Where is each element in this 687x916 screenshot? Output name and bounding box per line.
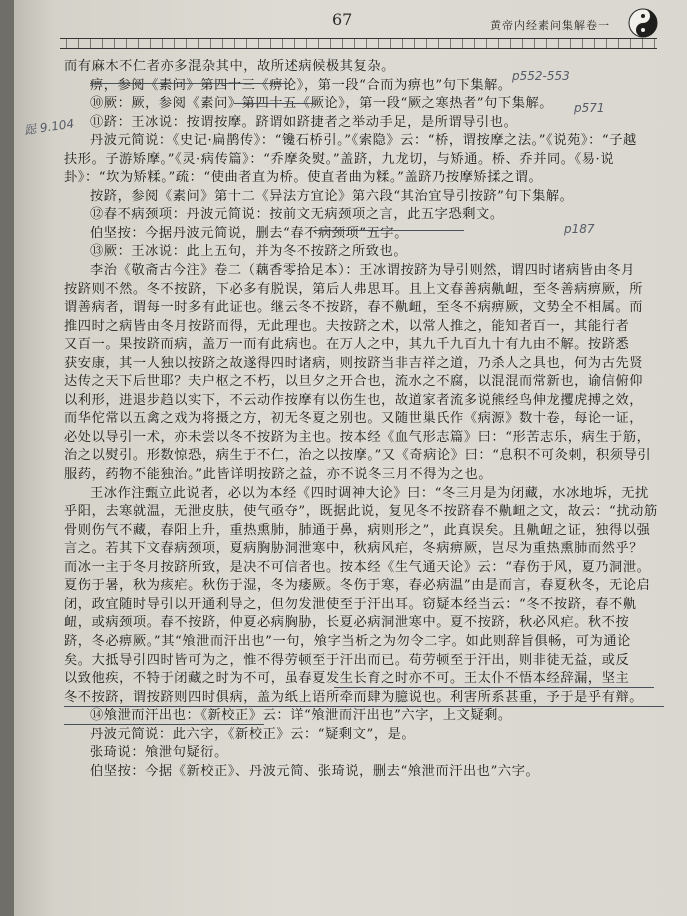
running-title: 黄帝内经素问集解卷一 xyxy=(490,19,610,32)
text-line: 冬不按跻，谓按跻则四时俱病，盖为纸上语所牵而肆为臆说也。利害所系甚重，予于是乎有辩。 xyxy=(64,689,644,705)
text-line: ⑫春不病颈项：丹波元简说：按前文无病颈项之言，此五字恐剩文。 xyxy=(90,207,504,223)
text-line: 夏伤于暑，秋为痎疟。秋伤于湿，冬为痿厥。冬伤于寒，春必病温”由是而言，春夏秋冬，无论启 xyxy=(64,578,651,594)
handwritten-note: 跽 9.104 xyxy=(23,116,75,138)
underline-mark xyxy=(90,83,290,84)
underline-mark xyxy=(334,687,654,688)
text-line: 李治《敬斋古今注》卷二（藕香零拾足本）：王冰谓按跻为导引则然，谓四时诸病皆由冬月 xyxy=(90,263,635,279)
underline-mark xyxy=(64,724,264,725)
text-line: 扶形。子游矫摩。”《灵·病传篇》：“乔摩灸熨。”盖跻，九龙切，与矫通。桥、乔并同。《易·说 xyxy=(64,151,615,167)
text-line: 闭，政宜随时导引以开通利导之，但勿发泄使至于汗出耳。窃疑本经当云：“冬不按跻，春不鼽 xyxy=(64,596,637,612)
text-line: 以利形，进退步趋以实下，不云动作按摩有以伤生也，故道家者流多说熊经鸟伸龙攫虎搏之效， xyxy=(64,392,644,408)
text-line: 痹，参阅《素问》第四十三《痹论》，第一段“合而为痹也”句下集解。 xyxy=(90,77,512,93)
text-line: ⑭飧泄而汗出也：《新校正》云：详“飧泄而汗出也”六字，上文疑剩。 xyxy=(90,708,512,724)
text-line: 而华佗常以五禽之戏为将摄之方，初无冬夏之别也。又随世巢氏作《病源》数十卷，每论一证， xyxy=(64,411,644,427)
yin-yang-icon xyxy=(628,8,658,38)
text-line: ⑬厥：王冰说：此上五句，并为冬不按跻之所致也。 xyxy=(90,244,408,260)
underline-mark xyxy=(64,706,664,707)
text-line: 丹波元简说：此六字，《新校正》云：“疑剩文”，是。 xyxy=(90,726,416,742)
handwritten-note: p552-553 xyxy=(512,69,570,83)
text-line: 伯坚按：今据《新校正》、丹波元简、张琦说，删去“飧泄而汗出也”六字。 xyxy=(90,763,540,779)
text-line: ⑪跻：王冰说：按谓按摩。跻谓如跻捷者之举动手足，是所谓导引也。 xyxy=(90,114,518,130)
text-line: 乎阳，去寒就温，无泄皮肤，使气亟夺”，既据此说，复见冬不按跻春不鼽衄之文，故云：“扰动筋 xyxy=(64,504,658,520)
text-line: 而有麻木不仁者亦多混杂其中，故所述病候极其复杂。 xyxy=(64,59,395,74)
text-line: 衄，或病颈项。春不按跻，仲夏必病胸胁，长夏必病洞泄寒中。夏不按跻，秋必风疟。秋不按 xyxy=(64,615,630,631)
text-line: 又百一。果按跻而病，盖万一而有此病也。在万人之中，其九千九百九十有九由不解。按跻悉 xyxy=(64,337,630,353)
text-line: 丹波元简说：《史记·扁鹊传》：“镵石桥引。”《索隐》云：“桥，谓按摩之法。”《说苑》：“子越 xyxy=(90,133,637,149)
text-line: 必处以导引一术，亦未尝以冬不按跻为主也。按本经《血气形志篇》曰：“形苦志乐，病生于筋， xyxy=(64,429,651,445)
text-line: 以致他疾，不特于闭藏之时为不可，虽春夏发生长育之时亦不可。王太仆不悟本经辞漏，坚主 xyxy=(64,671,630,687)
text-line: 获安康，其一人独以按跻之故遂得四时诸病，则按跻当非吉祥之道，乃杀人之具也，何为古先贤 xyxy=(64,355,644,371)
text-line: 而冰一主于冬月按跻所致，是决不可信者也。按本经《生气通天论》云：“春伤于风，夏乃洞泄。 xyxy=(64,559,651,575)
underline-mark xyxy=(314,230,464,231)
text-line: 治之以熨引。形数惊恐，病生于不仁，治之以按摩。”又《奇病论》曰：“息积不可灸刺，积须导引 xyxy=(64,448,652,464)
underline-mark xyxy=(234,103,314,104)
text-line: 推四时之病皆由冬月按跻而得，无此理也。夫按跻之术，以常人推之，能知者百一，其能行者 xyxy=(64,318,630,334)
text-line: 王冰作注甄立此说者，必以为本经《四时调神大论》曰：“冬三月是为闭藏，水冰地坼，无扰 xyxy=(90,485,649,501)
text-line: 按跻则不然。冬不按跻，下必多有脱误，第后人弗思耳。且上文春善病鼽衄，至冬善病痹厥，所 xyxy=(64,281,644,297)
text-line: 张琦说：飧泄句疑衍。 xyxy=(90,745,228,761)
handwritten-note: p187 xyxy=(564,222,595,236)
text-line: 言之。若其下文春病颈项，夏病胸胁洞泄寒中，秋病风疟，冬病痹厥，岂尽为重热熏肺而然乎？ xyxy=(64,541,644,557)
header-border xyxy=(60,38,657,49)
text-line: 卦》：“坎为矫糅。”疏：“使曲者直为桥。使直者曲为糅。”盖跻乃按摩矫揉之谓。 xyxy=(64,170,543,186)
text-body xyxy=(64,58,668,781)
handwritten-note: p571 xyxy=(574,101,605,115)
text-line: 矣。大抵导引四时皆可为之，惟不得劳顿至于汗出而已。苟劳顿至于汗出，则非徒无益，或反 xyxy=(64,652,630,668)
text-line: 骨则伤气不藏，春阳上升，重热熏肺，肺通于鼻，病则形之”，此真误矣。且鼽衄之证，独得以强 xyxy=(64,522,651,538)
text-line: 跻，冬必痹厥。”其“飧泄而汗出也”一句，飧字当析之为勿令二字。如此则辞旨俱畅，可为通论 xyxy=(64,633,631,649)
text-line: 伯坚按：今据丹波元简说，删去“春不病颈项”五字。 xyxy=(90,225,409,241)
text-line: 达传之天下后世耶？夫户枢之不朽，以旦夕之开合也，流水之不腐，以混混而常新也，谕信俯仰 xyxy=(64,374,644,390)
text-line: 按跻，参阅《素问》第十二《异法方宜论》第六段“其治宜导引按跻”句下集解。 xyxy=(90,188,574,204)
text-line: 谓善病者，谓每一时多有此证也。继云冬不按跻，春不鼽衄，至冬不病痹厥，文势全不相属。而 xyxy=(64,300,644,316)
book-page xyxy=(14,0,687,916)
text-line: ⑩厥：厥，参阅《素问》第四十五《厥论》，第一段“厥之寒热者”句下集解。 xyxy=(90,96,554,112)
page-number: 67 xyxy=(332,10,353,29)
text-line: 服药，药物不能独治。”此皆详明按跻之益，亦不说冬三月不得为之也。 xyxy=(64,467,493,483)
